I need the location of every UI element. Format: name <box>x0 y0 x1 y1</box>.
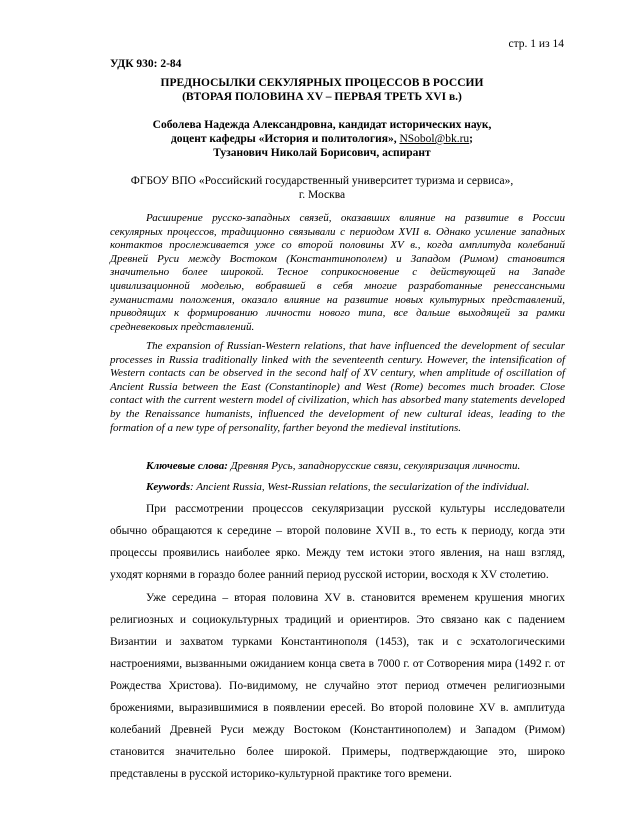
affiliation-line-2: г. Москва <box>298 189 346 201</box>
author-line-2 <box>100 132 544 146</box>
udk-code: УДК 930: 2-84 <box>110 58 182 70</box>
affiliation-line-1: ФГБОУ ВПО «Российский государственный университет туризма и сервиса», <box>130 175 514 187</box>
email-link[interactable]: NSobol@bk.ru <box>399 133 470 145</box>
keywords-russian <box>110 460 565 472</box>
page-number: стр. 1 из 14 <box>508 38 564 50</box>
article-title <box>100 76 544 104</box>
author-position: доцент кафедры «История и политология», <box>170 133 400 145</box>
authors-block <box>100 118 544 160</box>
title-line-2: (ВТОРАЯ ПОЛОВИНА XV – ПЕРВАЯ ТРЕТЬ XVI в.) <box>182 91 462 103</box>
body-paragraph-2: Уже середина – вторая половина XV в. становится временем крушения многих религиозных и социокультурных традиций и ориентиров. Это связано как с падением Византии и захватом турками Константинополя (1453), так и с эсхатологическими настроениями, вызванными ожиданием конца света в 7000 г. от Сотворения мира (1492 г. от Рождества Христова). По-видимому, не случайно этот период отмечен религиозными брожениями, выразившимися в появлении ересей. Во второй половине XV в. амплитуда колебаний Древней Руси между Востоком (Константинополем) и Западом (Римом) становится значительно более широкой. Примеры, подтверждающие это, широко представлены в русской историко-культурной практике того времени. <box>110 592 565 780</box>
author-line-2-end: ; <box>469 133 473 145</box>
keywords-label-en: Keywords <box>146 481 190 493</box>
abstract-russian: Расширение русско-западных связей, оказавших влияние на развитие в России секулярных процессов, традиционно связывали с периодом XVII в. Однако усиление западных контактов прослеживается уже со второй половины XV в., когда амплитуда колебаний Древней Руси между Востоком (Константинополем) и Западом (Римом) становится значительно более широкой. Тесное соприкосновение с действующей на Западе цивилизационной моделью, вобравшей в себя многие разработанные ренессансными гуманистами положения, оказало влияние на развитие новых культурных представлений, приводящих к формированию личности нового типа, все дальше выходящей за рамки средневековых представлений. <box>110 212 565 333</box>
abstract-english: The expansion of Russian-Western relations, that have influenced the development of secular processes in Russia traditionally linked with the seventeenth century. However, the intensification of Western contacts can be observed in the second half of XV century, when amplitude of oscillation of Ancient Russia between the East (Constantinople) and West (Rome) becomes much broader. Close contact with the current western model of civilization, which has absorbed many statements developed by the Renaissance humanists, influenced the development of new cultural ideas, leading to the formation of a new type of personality, farther beyond the medieval institutions. <box>110 340 565 434</box>
author-line-1: Соболева Надежда Александровна, кандидат исторических наук, <box>152 119 492 131</box>
keywords-text-en: : Ancient Russia, West-Russian relations, the secularization of the individual. <box>190 481 530 493</box>
affiliation <box>100 174 544 202</box>
title-line-1: ПРЕДНОСЫЛКИ СЕКУЛЯРНЫХ ПРОЦЕССОВ В РОССИИ <box>160 77 484 89</box>
keywords-english <box>110 481 565 493</box>
author-line-3: Тузанович Николай Борисович, аспирант <box>213 147 431 159</box>
keywords-text-ru: Древняя Русь, западнорусские связи, секуляризация личности. <box>227 460 521 472</box>
body-paragraph-1: При рассмотрении процессов секуляризации русской культуры исследователи обычно обращаются к середине – второй половине XVII в., то есть к периоду, когда эти процессы проявились наиболее ярко. Между тем истоки этого явления, на наш взгляд, уходят корнями в гораздо более ранний период русской истории, восходя к XV столетию. <box>110 503 565 581</box>
keywords-label-ru: Ключевые слова: <box>146 460 228 472</box>
